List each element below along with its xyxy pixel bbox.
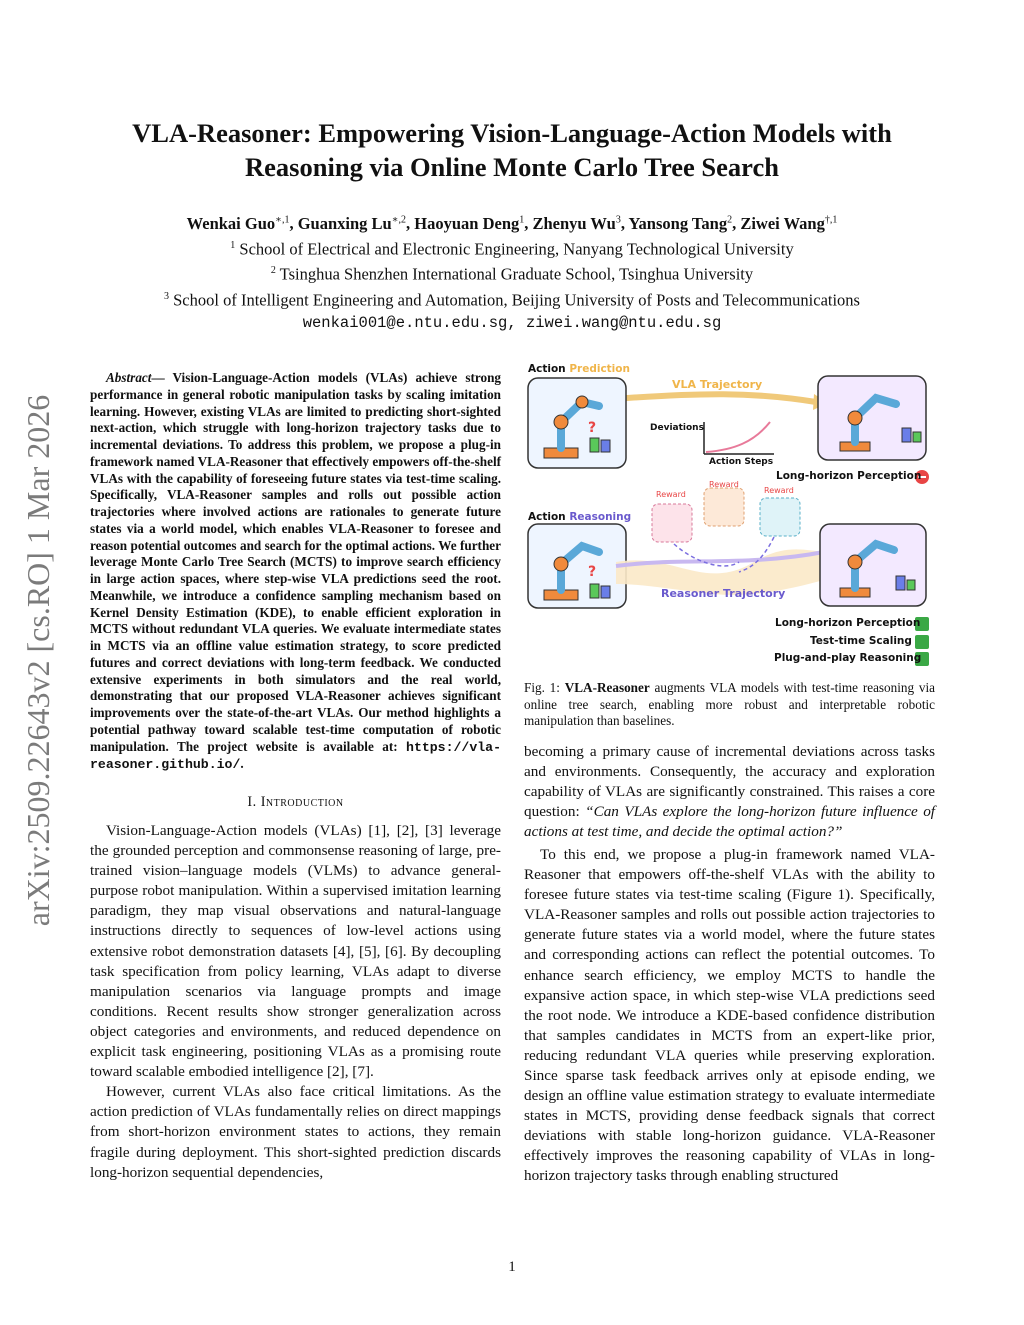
section-heading: I. Introduction (247, 794, 344, 810)
author: Ziwei Wang$^{\dagger,1}$ (740, 213, 838, 233)
search-node (760, 498, 800, 536)
author: Guanxing $Lu^{∗,2}$ (297, 213, 407, 233)
paper-title: VLA-Reasoner: Empowering Vision-Language-Action Models with Reasoning via Online Monte Carlo Tree Search (132, 118, 892, 182)
question-mark: ? (588, 420, 597, 436)
label-deviations: Deviations (650, 423, 704, 433)
label-vla-trajectory: VLA Trajectory (672, 378, 763, 391)
arxiv-id: arXiv:2509.22643v2 [cs.RO] 1 Mar 2026 (20, 394, 57, 926)
label-benefit: Plug-and-play Reasoning (774, 652, 922, 664)
author: Wenkai Guo$^{∗,1}$ (186, 213, 290, 233)
deviation-curve (706, 422, 770, 452)
label-action-steps: Action Steps (709, 457, 774, 467)
author-block (90, 209, 934, 334)
intro-paragraph: Vision-Language-Action models (VLAs) [1], [2], [3] leverage the grounded perception and commonsense reasoning of large, pre-trained vision–language models (VLMs) to advance general-purpose robot manipulation. Within a supervised imitation learning paradigm, they map visual observations and natural-language instructions directly to sequences of low-level actions using extensive robot demonstration datasets [4], [5], [6]. By decoupling task specification from policy learning, VLAs adapt to diverse manipulation scenarios via language prompts and image conditions. Recent results show stronger generalization across object categories and environments, and reduced dependence on explicit task engineering, positioning VLAs as a promising route toward scalable embodied intelligence [2], [7]. (90, 822, 501, 1081)
robot-card-result-pos (820, 524, 926, 606)
affiliation: $^1$ School of Electrical and Electronic Engineering, Nanyang Technological University (230, 239, 794, 258)
body-paragraph: To this end, we propose a plug-in framework named VLA-Reasoner that empowers off-the-shelf VLAs with the ability to foresee future states via test-time scaling (Figure 1). Specifically, VLA-Reasoner samples and rolls out possible action trajectories to generate future states via a world model, where the future states and corresponding actions can reflect the potential outcomes. To enhance search efficiency, we employ MCTS to handle the expansive action space, in which step-wise VLA predictions seed the root node. We introduce a KDE-based confidence distribution that samples candidates in MCTS from an expert-like prior, reducing redundant VLA queries while preserving exploration. Since sparse task feedback arrives only at episode ending, we design an offline value estimation strategy to evaluate intermediate states in MCTS, providing dense feedback signals that correct deviations with stable long-horizon guidance. VLA-Reasoner effectively improves the reasoning capability of VLAs in long-horizon trajectory tasks through enabling structured (524, 845, 935, 1185)
question-mark: ? (588, 564, 597, 580)
affiliation: $^2$ Tsinghua Shenzhen International Graduate School, Tsinghua University (270, 264, 754, 284)
project-url-link[interactable]: https://vla-reasoner.github.io/ (90, 739, 501, 773)
author: Haoyuan Deng$^1$ (414, 213, 525, 233)
label-action-prediction: Action Prediction (528, 363, 630, 375)
label-reasoner-trajectory: Reasoner Trajectory (661, 587, 786, 600)
check-icon (915, 635, 929, 649)
label-reward: Reward (764, 486, 794, 495)
intro-paragraph: However, current VLAs also face critical limitations. As the action prediction of VLAs fundamentally relies on direct mappings from short-horizon environment states to actions, they remain fragile during deployment. This short-sighted prediction discards long-horizon sequential dependencies, (90, 1083, 501, 1181)
author: Yansong Tang$^2$ (628, 213, 733, 233)
author-emails: wenkai001@e.ntu.edu.sg, ziwei.wang@ntu.edu.sg (302, 313, 722, 332)
search-node (652, 504, 692, 542)
figure-caption: Fig. 1: VLA-Reasoner augments VLA models with test-time reasoning via online tree search, enabling more robust and interpretable robotic manipulation than baselines. (524, 680, 935, 728)
label-long-horizon-negative: Long-horizon Perception (776, 470, 922, 482)
vla-trajectory-arrow (599, 394, 816, 402)
label-benefit: Long-horizon Perception (775, 617, 921, 629)
arxiv-sidebar (15, 370, 63, 950)
label-action-reasoning: Action Reasoning (528, 511, 632, 523)
search-node (704, 488, 744, 526)
right-column (524, 362, 935, 1187)
body-paragraph: becoming a primary cause of incremental deviations across tasks and environments. Consequently, the accuracy and exploration capability of VLAs are significantly constrained. This raises a core question: “Can VLAs explore the long-horizon future influence of actions at test time, and decide the optimal action?” (524, 742, 936, 840)
label-reward: Reward (656, 490, 686, 499)
author-list: Wenkai Guo$^{∗,1}$, Guanxing $Lu^{∗,2}$, Haoyuan Deng$^1$, Zhenyu Wu$^3$, Yansong Tang$^2$, Ziwei Wang$^{\dagger,1}$ (186, 213, 838, 233)
figure-1 (524, 362, 935, 674)
robot-card-result-neg (818, 376, 926, 460)
author: Zhenyu Wu$^3$ (532, 213, 621, 233)
label-benefit: Test-time Scaling (810, 635, 912, 647)
label-reward: Reward (709, 480, 739, 489)
left-column (90, 370, 501, 1183)
page-number: 1 (508, 1259, 516, 1275)
abstract: Abstract— Vision-Language-Action models (VLAs) achieve strong performance in general robotic manipulation tasks by scaling imitation learning. However, existing VLAs are limited to predicting short-sighted next-action, which struggle with long-horizon trajectory tasks due to incremental deviations. To address this problem, we propose a plug-in framework named VLA-Reasoner that effectively empowers off-the-shelf VLAs with the capability of foreseeing future states via test-time scaling. Specifically, VLA-Reasoner samples and rolls out possible action trajectories where involved actions are rationales to generate future states via a world model, which enables VLA-Reasoner to foresee and reason potential outcomes and search for the optimal actions. We further leverage Monte Carlo Tree Search (MCTS) to improve search efficiency in large action spaces, where step-wise VLA predictions seed the root. Meanwhile, we introduce a confidence sampling mechanism based on Kernel Density Estimation (KDE), to enable efficient exploration in MCTS without redundant VLA queries. We evaluate intermediate states in MCTS via an offline value estimation strategy, to score predicted futures and correct deviations with long-term feedback. We conducted extensive experiments in both simulators and the real world, demonstrating that our proposed VLA-Reasoner achieves significant improvements over the state-of-the-art VLAs. Our method highlights a potential pathway toward scalable test-time computation of robotic manipulation. The project website is available at: https://vla-reasoner.github.io/. (90, 370, 501, 773)
affiliation: $^3$ School of Intelligent Engineering and Automation, Beijing University of Posts and Telecommunications (164, 290, 860, 310)
